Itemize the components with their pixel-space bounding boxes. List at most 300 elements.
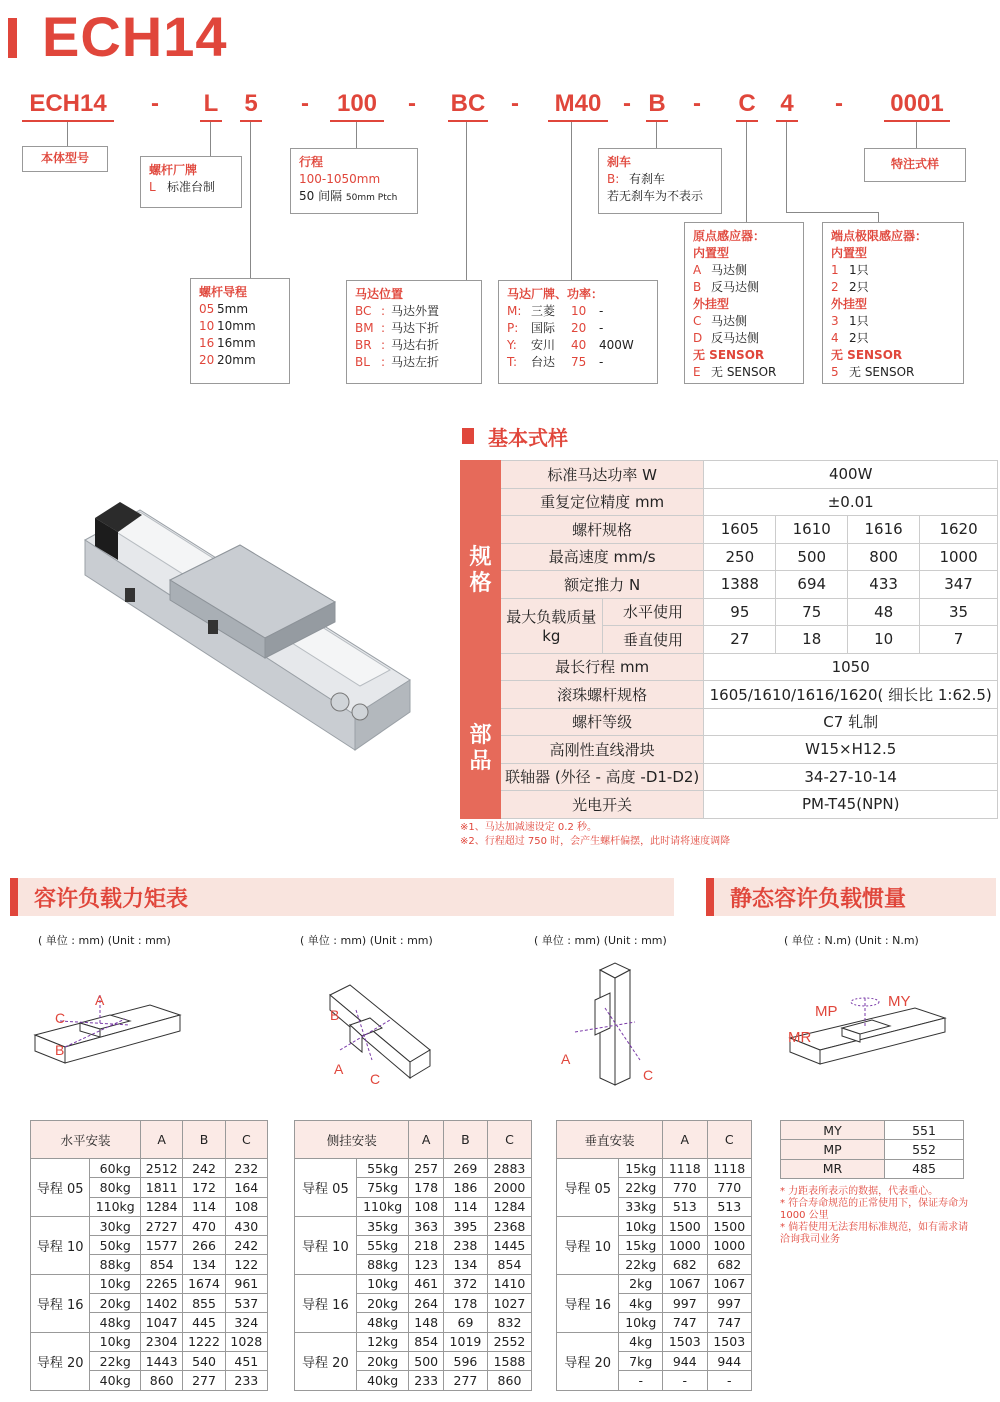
brake-box: 刹车 B: 有刹车 若无刹车为不表示 — [598, 148, 722, 214]
spec-note-2: ※2、行程超过 750 时，会产生螺杆偏摆，此时请将速度调降 — [460, 836, 731, 847]
side-moment-table — [294, 1120, 532, 1391]
option-row — [831, 262, 955, 279]
option-value: 2只 — [849, 331, 869, 345]
spec-label: 垂直使用 — [602, 626, 704, 654]
option-row — [199, 318, 281, 335]
option-row — [831, 330, 955, 347]
load-cell: 48kg — [90, 1313, 141, 1332]
load-cell: 20kg — [356, 1351, 409, 1370]
column-header: C — [707, 1121, 752, 1159]
lead-group: 导程 10 — [295, 1216, 357, 1274]
code-underline — [736, 120, 758, 122]
load-cell: 55kg — [356, 1159, 409, 1178]
moment-cell: 114 — [183, 1197, 225, 1216]
code-underline — [240, 120, 262, 122]
motor-brand: 安川 — [531, 338, 556, 352]
moment-cell: 186 — [443, 1178, 487, 1197]
moment-cell: 682 — [663, 1255, 707, 1274]
motor-power-code: 10 — [571, 304, 587, 318]
option-code: BR — [355, 338, 372, 352]
spec-value: 1000 — [920, 543, 998, 571]
moment-cell: 2552 — [487, 1332, 531, 1351]
code-separator: - — [511, 90, 519, 117]
column-header: C — [225, 1121, 267, 1159]
limit-sensor-box: 端点极限感应器： 内置型 1 1只 2 2只 外挂型 3 1只 4 2只 无 SENSOR 5 无 SENSOR — [822, 222, 964, 384]
option-row — [199, 352, 281, 369]
load-cell: 88kg — [356, 1255, 409, 1274]
body-model-box: 本体型号 — [22, 146, 108, 172]
connector — [466, 122, 467, 280]
moment-cell: 1503 — [707, 1332, 752, 1351]
spec-table — [460, 460, 998, 819]
load-cell: 4kg — [619, 1294, 663, 1313]
option-code: 05 — [199, 302, 215, 316]
load-cell: 33kg — [619, 1197, 663, 1216]
moment-cell: 266 — [183, 1236, 225, 1255]
spec-value: 34-27-10-14 — [704, 763, 998, 791]
code-segment: 5 — [244, 90, 258, 117]
moment-cell: 172 — [183, 1178, 225, 1197]
option-code: 20 — [199, 353, 215, 367]
lead-group: 导程 05 — [31, 1159, 90, 1217]
moment-cell: 363 — [409, 1216, 444, 1235]
table-row — [295, 1332, 532, 1351]
option-code: A — [693, 263, 702, 277]
spec-heading: 基本式样 — [488, 426, 568, 450]
option-value: 反马达侧 — [711, 331, 760, 345]
inertia-note: * 力距表所表示的数据，代表重心。 — [780, 1186, 939, 1197]
option-code: C — [693, 314, 702, 328]
load-cell: 110kg — [90, 1197, 141, 1216]
option-row — [693, 313, 795, 330]
column-header: A — [663, 1121, 707, 1159]
horizontal-moment-table — [30, 1120, 268, 1391]
option-value: 马达侧 — [711, 263, 748, 277]
moment-cell: 540 — [183, 1351, 225, 1370]
option-row — [831, 364, 955, 381]
moment-cell: 770 — [707, 1178, 752, 1197]
motor-code: M: — [507, 304, 522, 318]
load-cell: 10kg — [90, 1274, 141, 1293]
option-code: 4 — [831, 331, 839, 345]
code-separator: - — [693, 90, 701, 117]
option-row — [693, 330, 795, 347]
screw-brand-box: 螺杆厂牌 L 标准台制 — [140, 156, 242, 208]
moment-cell: 108 — [225, 1197, 267, 1216]
connector — [67, 122, 68, 146]
option-value: 无 SENSOR — [849, 365, 915, 379]
option-value: 10mm — [217, 319, 256, 333]
title-accent-bar — [8, 18, 17, 58]
code-underline — [646, 120, 668, 122]
moment-cell: 961 — [225, 1274, 267, 1293]
option-code: 3 — [831, 314, 839, 328]
moment-cell: 2368 — [487, 1216, 531, 1235]
spec-value: 694 — [776, 571, 848, 599]
lead-group: 导程 16 — [31, 1274, 90, 1332]
spec-value: 27 — [704, 626, 776, 654]
spec-value: 75 — [776, 598, 848, 626]
option-value: 马达外置 — [391, 304, 440, 318]
moment-cell: 944 — [663, 1351, 707, 1370]
inertia-note: * 符合寿命规范的正常使用下，保证寿命为 1000 公里 — [780, 1198, 969, 1221]
table-row — [31, 1159, 268, 1178]
moment-cell: 1500 — [707, 1216, 752, 1235]
moment-cell: 461 — [409, 1274, 444, 1293]
load-cell: 40kg — [90, 1371, 141, 1390]
option-sep: : — [381, 338, 386, 352]
table-title: 水平安装 — [31, 1121, 141, 1159]
option-code: 16 — [199, 336, 215, 350]
moment-cell: 854 — [141, 1255, 183, 1274]
spec-value: 1610 — [776, 516, 848, 544]
moment-cell: 445 — [183, 1313, 225, 1332]
motor-position-box: 马达位置 BC : 马达外置 BM : 马达下折 BR : 马达右折 BL : 马达左折 — [346, 280, 482, 384]
inertia-value: 485 — [885, 1159, 964, 1178]
moment-cell: 860 — [141, 1371, 183, 1390]
motor-brand: 台达 — [531, 355, 556, 369]
moment-cell: 238 — [443, 1236, 487, 1255]
moment-cell: 395 — [443, 1216, 487, 1235]
spec-heading-mark — [462, 428, 474, 444]
moment-cell: 178 — [409, 1178, 444, 1197]
option-code: 10 — [199, 319, 215, 333]
motor-power: - — [599, 355, 604, 369]
connector — [786, 212, 878, 213]
moment-cell: 1402 — [141, 1294, 183, 1313]
spec-value: ±0.01 — [704, 488, 998, 516]
moment-cell: 1577 — [141, 1236, 183, 1255]
option-value: 马达下折 — [391, 321, 440, 335]
moment-cell: 164 — [225, 1178, 267, 1197]
moment-cell: 430 — [225, 1216, 267, 1235]
spec-label: 螺杆规格 — [500, 516, 703, 544]
moment-cell: 277 — [183, 1371, 225, 1390]
load-cell: 80kg — [90, 1178, 141, 1197]
moment-cell: 69 — [443, 1313, 487, 1332]
moment-cell: 264 — [409, 1294, 444, 1313]
code-segment: 4 — [780, 90, 794, 117]
table-row — [295, 1274, 532, 1293]
load-cell: 15kg — [619, 1236, 663, 1255]
moment-cell: 108 — [409, 1197, 444, 1216]
spec-label: 水平使用 — [602, 598, 704, 626]
table-title: 侧挂安装 — [295, 1121, 409, 1159]
motor-option-row — [507, 337, 649, 354]
spec-label: 标准马达功率 W — [500, 461, 703, 489]
table-row — [295, 1216, 532, 1235]
label-a: A — [95, 992, 105, 1008]
spec-cat-parts: 部品 — [461, 681, 501, 819]
code-segment: M40 — [554, 90, 602, 117]
inertia-note: * 倘若使用无法套用标准规范，如有需求请洽询我司业务 — [780, 1222, 969, 1245]
spec-label: 额定推力 N — [500, 571, 703, 599]
spec-value: 1388 — [704, 571, 776, 599]
table-row — [557, 1159, 752, 1178]
connector — [571, 122, 572, 280]
label-mr: MR — [788, 1029, 812, 1046]
spec-value: PM-T45(NPN) — [704, 791, 998, 819]
moment-cell: - — [663, 1371, 707, 1390]
moment-cell: 1284 — [141, 1197, 183, 1216]
moment-cell: 1067 — [663, 1274, 707, 1293]
option-value: 无 SENSOR — [711, 365, 777, 379]
label-mp: MP — [815, 1003, 838, 1020]
option-row — [831, 279, 955, 296]
option-code: E — [693, 365, 701, 379]
inertia-axis: MY — [781, 1121, 885, 1140]
option-row — [831, 313, 955, 330]
load-cell: 10kg — [619, 1216, 663, 1235]
option-value: 16mm — [217, 336, 256, 350]
option-row — [693, 279, 795, 296]
moment-cell: 242 — [183, 1159, 225, 1178]
moment-cell: 682 — [707, 1255, 752, 1274]
lead-box: 螺杆导程 05 5mm 10 10mm 16 16mm 20 20mm — [190, 278, 290, 384]
load-cell: 60kg — [90, 1159, 141, 1178]
load-cell: 20kg — [356, 1294, 409, 1313]
load-cell: 10kg — [619, 1313, 663, 1332]
spec-value: 250 — [704, 543, 776, 571]
lead-group: 导程 10 — [557, 1216, 619, 1274]
code-segment: BC — [450, 90, 486, 117]
moment-cell: 1118 — [707, 1159, 752, 1178]
load-cell: 12kg — [356, 1332, 409, 1351]
option-code: BC — [355, 304, 372, 318]
inertia-notes — [780, 1186, 970, 1246]
connector — [210, 122, 211, 158]
moment-cell: 2000 — [487, 1178, 531, 1197]
code-separator: - — [408, 90, 416, 117]
moment-cell: 747 — [707, 1313, 752, 1332]
spec-label: 重复定位精度 mm — [500, 488, 703, 516]
option-code: D — [693, 331, 703, 345]
code-underline — [884, 120, 950, 122]
option-row — [355, 320, 473, 337]
moment-cell: 2265 — [141, 1274, 183, 1293]
moment-cell: 372 — [443, 1274, 487, 1293]
spec-label: 高刚性直线滑块 — [500, 736, 703, 764]
option-code: BL — [355, 355, 370, 369]
unit-label: ( 单位 : mm) (Unit : mm) — [300, 934, 433, 947]
load-cell: 88kg — [90, 1255, 141, 1274]
column-header: A — [141, 1121, 183, 1159]
moment-cell: 1000 — [707, 1236, 752, 1255]
option-value: 马达左折 — [391, 355, 440, 369]
option-row — [199, 301, 281, 318]
label-c: C — [643, 1067, 654, 1083]
table-row — [31, 1274, 268, 1293]
moment-cell: 232 — [225, 1159, 267, 1178]
moment-cell: 1028 — [225, 1332, 267, 1351]
motor-brand: 国际 — [531, 321, 556, 335]
moment-cell: 114 — [443, 1197, 487, 1216]
inertia-table — [780, 1120, 964, 1179]
moment-cell: 1284 — [487, 1197, 531, 1216]
label-a: A — [561, 1051, 571, 1067]
spec-label: 最长行程 mm — [500, 653, 703, 681]
moment-cell: 1674 — [183, 1274, 225, 1293]
spec-value: 18 — [776, 626, 848, 654]
option-row — [693, 364, 795, 381]
inertia-row — [781, 1140, 964, 1159]
lead-group: 导程 10 — [31, 1216, 90, 1274]
code-underline — [200, 120, 222, 122]
option-sep: : — [381, 355, 386, 369]
inertia-row — [781, 1159, 964, 1178]
moment-cell: 860 — [487, 1371, 531, 1390]
unit-label: ( 单位 : mm) (Unit : mm) — [534, 934, 667, 947]
motor-power: 400W — [599, 338, 634, 352]
connector — [656, 122, 657, 148]
load-cell: 4kg — [619, 1332, 663, 1351]
moment-cell: 770 — [663, 1178, 707, 1197]
table-row — [557, 1216, 752, 1235]
moment-cell: 1588 — [487, 1351, 531, 1370]
code-segment: C — [738, 90, 756, 117]
spec-value: 1620 — [920, 516, 998, 544]
moment-cell: 123 — [409, 1255, 444, 1274]
moment-banner — [10, 878, 674, 916]
option-code: 1 — [831, 263, 839, 277]
spec-label: 联轴器 (外径 - 高度 -D1-D2) — [500, 763, 703, 791]
moment-cell: 1047 — [141, 1313, 183, 1332]
motor-code: T: — [507, 355, 518, 369]
code-separator: - — [623, 90, 631, 117]
load-cell: 22kg — [619, 1178, 663, 1197]
load-cell: 110kg — [356, 1197, 409, 1216]
lead-group: 导程 20 — [295, 1332, 357, 1390]
moment-cell: 513 — [663, 1197, 707, 1216]
option-row — [693, 262, 795, 279]
column-header: A — [409, 1121, 444, 1159]
moment-cell: 1067 — [707, 1274, 752, 1293]
product-image — [80, 480, 440, 770]
moment-cell: 233 — [225, 1371, 267, 1390]
inertia-axis: MR — [781, 1159, 885, 1178]
code-underline — [776, 120, 798, 122]
moment-cell: 148 — [409, 1313, 444, 1332]
spec-value: 800 — [848, 543, 920, 571]
load-cell: 20kg — [90, 1294, 141, 1313]
moment-cell: 1503 — [663, 1332, 707, 1351]
moment-cell: 1443 — [141, 1351, 183, 1370]
table-row — [295, 1159, 532, 1178]
connector — [250, 122, 251, 278]
origin-sensor-box: 原点感应器： 内置型 A 马达侧 B 反马达侧 外挂型 C 马达侧 D 反马达侧 无 SENSOR E 无 SENSOR — [684, 222, 804, 384]
moment-cell: 134 — [443, 1255, 487, 1274]
moment-cell: 233 — [409, 1371, 444, 1390]
spec-value: W15×H12.5 — [704, 736, 998, 764]
code-separator: - — [151, 90, 159, 117]
lead-group: 导程 20 — [31, 1332, 90, 1390]
load-cell: 22kg — [619, 1255, 663, 1274]
code-segment: 0001 — [890, 90, 944, 117]
inertia-value: 552 — [885, 1140, 964, 1159]
vertical-moment-table — [556, 1120, 752, 1391]
code-segment: L — [203, 90, 219, 117]
spec-value: C7 轧制 — [704, 708, 998, 736]
moment-cell: 134 — [183, 1255, 225, 1274]
option-code: B — [693, 280, 702, 294]
moment-title: 容许负载力矩表 — [34, 887, 189, 912]
diagram-vertical — [555, 960, 665, 1090]
moment-cell: 832 — [487, 1313, 531, 1332]
moment-cell: - — [707, 1371, 752, 1390]
option-value: 马达右折 — [391, 338, 440, 352]
spec-value: 347 — [920, 571, 998, 599]
connector — [916, 122, 917, 148]
moment-cell: 997 — [707, 1294, 752, 1313]
option-sep: : — [381, 304, 386, 318]
moment-cell: 1019 — [443, 1332, 487, 1351]
code-underline — [548, 120, 608, 122]
code-segment: B — [648, 90, 666, 117]
column-header: B — [443, 1121, 487, 1159]
spec-value: 10 — [848, 626, 920, 654]
table-row — [557, 1332, 752, 1351]
option-value: 1只 — [849, 263, 869, 277]
spec-value: 95 — [704, 598, 776, 626]
moment-cell: 1000 — [663, 1236, 707, 1255]
spec-label: 滚珠螺杆规格 — [500, 681, 703, 709]
moment-cell: 218 — [409, 1236, 444, 1255]
spec-value: 500 — [776, 543, 848, 571]
load-cell: 40kg — [356, 1371, 409, 1390]
code-underline — [448, 120, 488, 122]
inertia-value: 551 — [885, 1121, 964, 1140]
table-row — [31, 1332, 268, 1351]
code-segment: 100 — [336, 90, 378, 117]
spec-value: 1050 — [704, 653, 998, 681]
special-box: 特注式样 — [864, 148, 966, 182]
lead-group: 导程 16 — [557, 1274, 619, 1332]
load-cell: 22kg — [90, 1351, 141, 1370]
moment-cell: 324 — [225, 1313, 267, 1332]
load-cell: 75kg — [356, 1178, 409, 1197]
load-cell: 48kg — [356, 1313, 409, 1332]
code-underline — [330, 120, 384, 122]
spec-value: 400W — [704, 461, 998, 489]
motor-option-row — [507, 320, 649, 337]
connector — [786, 122, 787, 212]
moment-cell: 257 — [409, 1159, 444, 1178]
inertia-axis: MP — [781, 1140, 885, 1159]
spec-label: 最高速度 mm/s — [500, 543, 703, 571]
moment-cell: 269 — [443, 1159, 487, 1178]
unit-label: ( 单位 : N.m) (Unit : N.m) — [784, 934, 919, 947]
option-value: 2只 — [849, 280, 869, 294]
load-cell: 10kg — [90, 1332, 141, 1351]
moment-cell: 122 — [225, 1255, 267, 1274]
label-a: A — [334, 1061, 344, 1077]
moment-cell: 2512 — [141, 1159, 183, 1178]
spec-label: 最大负载质量 kg — [500, 598, 602, 653]
connector — [746, 122, 747, 222]
moment-cell: 854 — [487, 1255, 531, 1274]
moment-cell: 1027 — [487, 1294, 531, 1313]
moment-cell: 1500 — [663, 1216, 707, 1235]
moment-cell: 1811 — [141, 1178, 183, 1197]
moment-cell: 944 — [707, 1351, 752, 1370]
spec-value: 1605/1610/1616/1620( 细长比 1:62.5) — [704, 681, 998, 709]
spec-value: 1605 — [704, 516, 776, 544]
option-sep: : — [381, 321, 386, 335]
moment-cell: 997 — [663, 1294, 707, 1313]
option-row — [355, 303, 473, 320]
code-underline — [22, 120, 114, 122]
spec-value: 48 — [848, 598, 920, 626]
